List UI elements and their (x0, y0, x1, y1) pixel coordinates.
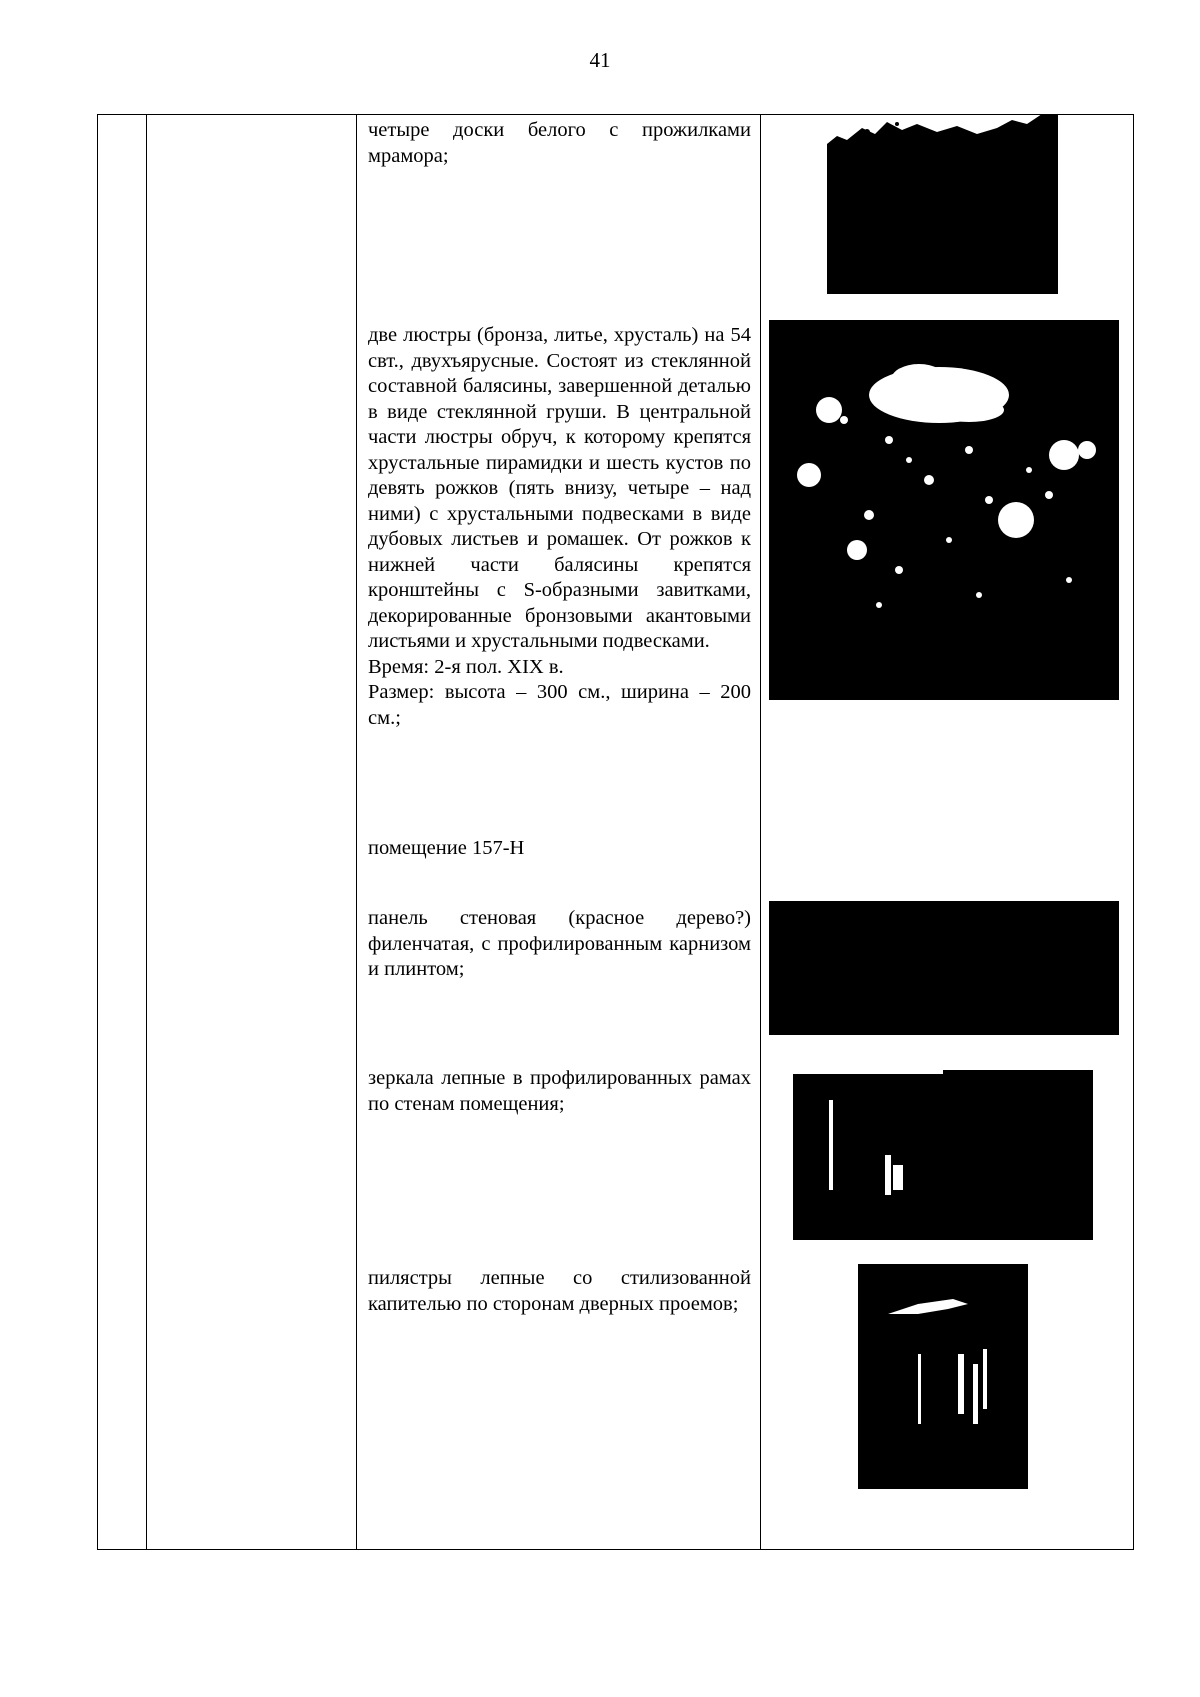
entry-text: четыре доски белого с прожилками мрамора; (368, 119, 751, 167)
entry-time: Время: 2-я пол. XIX в. (368, 655, 564, 678)
entry-wall-panel (368, 906, 751, 983)
entry-text: зеркала лепные в профилированных рамах по стенам помещения; (368, 1067, 751, 1115)
column-divider (356, 115, 357, 1549)
page-number: 41 (589, 48, 611, 72)
wall-panel-photo (769, 901, 1119, 1035)
column-divider (146, 115, 147, 1549)
entry-text: панель стеновая (красное дерево?) филенчатая, с профилированным карнизом и плинтом; (368, 907, 751, 980)
entry-chandeliers (368, 323, 751, 731)
marble-boards-photo (827, 114, 1058, 294)
pilasters-photo (858, 1264, 1028, 1489)
room-title: помещение 157-Н (368, 837, 525, 859)
chandelier-photo (769, 320, 1119, 700)
entry-mirrors (368, 1066, 751, 1117)
entry-size: Размер: высота – 300 см., ширина – 200 см.; (368, 681, 751, 729)
entry-text: две люстры (бронза, литье, хрусталь) на 54 свт., двухъярусные. Состоят из стеклянной составной балясины, завершенной деталью в виде стеклянной груши. В центральной части люстры обруч, к которому крепятся хрустальные пирамидки и шесть кустов по девять рожков (пять внизу, четыре – над ними) с хрустальными подвесками в виде дубовых листьев и ромашек. От рожков к нижней части балясины крепятся кронштейны с S-образными завитками, декорированные бронзовыми акантовыми листьями и хрустальными подвесками. (368, 324, 751, 652)
entry-marble (368, 118, 751, 169)
column-divider (760, 115, 761, 1549)
room-heading (368, 836, 751, 862)
entry-text: пилястры лепные со стилизованной капителью по сторонам дверных проемов; (368, 1267, 751, 1315)
entry-pilasters (368, 1266, 751, 1317)
mirrors-photo (793, 1060, 1093, 1240)
